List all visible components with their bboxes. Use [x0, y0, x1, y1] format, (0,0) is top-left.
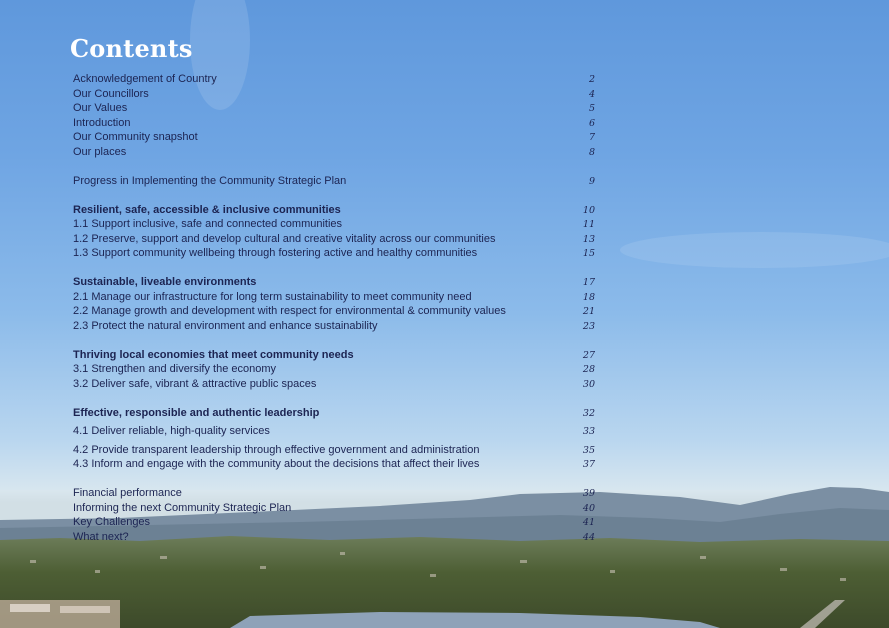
toc-page-number: 5 — [588, 103, 595, 114]
toc-entry-label: 4.1 Deliver reliable, high-quality services — [73, 425, 270, 437]
toc-page-number: 13 — [582, 233, 595, 245]
toc-page-number: 28 — [582, 364, 595, 375]
toc-page-number: 7 — [588, 132, 595, 143]
toc-page-number: 30 — [582, 378, 595, 390]
toc-section-heading-4[interactable] — [73, 407, 595, 422]
toc-page-number: 37 — [582, 459, 595, 470]
toc-entry-label: 2.3 Protect the natural environment and enhance sustainability — [73, 319, 378, 332]
spacer — [73, 473, 595, 488]
toc-page-number: 17 — [582, 277, 595, 288]
toc-page-number: 10 — [582, 204, 595, 216]
toc-page-number: 8 — [588, 146, 595, 158]
toc-entry-label: 3.2 Deliver safe, vibrant & attractive public spaces — [73, 377, 317, 390]
spacer — [73, 334, 595, 349]
toc-page-number: 27 — [582, 349, 595, 361]
toc-entry-1-1[interactable] — [73, 218, 595, 233]
toc-entry-label: 1.3 Support community wellbeing through fostering active and healthy communities — [73, 247, 478, 259]
toc-heading-label: Thriving local economies that meet community needs — [73, 348, 354, 361]
toc-page-number: 32 — [582, 407, 595, 419]
toc-entry-4-2[interactable] — [73, 444, 595, 459]
toc-entry-3-2[interactable] — [73, 378, 595, 393]
toc-heading-label: Sustainable, liveable environments — [73, 276, 257, 288]
toc-page-number: 15 — [582, 248, 595, 259]
toc-entry-label: Our Community snapshot — [73, 131, 198, 143]
toc-page-number: 6 — [588, 117, 595, 129]
toc-heading-label: Effective, responsible and authentic leadership — [73, 406, 320, 419]
toc-entry-progress[interactable] — [73, 175, 595, 190]
toc-page-number: 18 — [582, 291, 595, 303]
toc-entry-what-next[interactable] — [73, 531, 595, 546]
toc-entry-financial-performance[interactable] — [73, 487, 595, 502]
toc-entry-label: Introduction — [73, 116, 131, 129]
toc-entry-label: Our places — [73, 145, 127, 158]
toc-entry-2-1[interactable] — [73, 291, 595, 306]
toc-entry-1-3[interactable] — [73, 247, 595, 262]
page-title: Contents — [70, 34, 193, 63]
spacer — [73, 392, 595, 407]
toc-page-number: 11 — [582, 219, 595, 230]
toc-entry-label: 4.2 Provide transparent leadership through effective government and administration — [73, 443, 480, 456]
toc-section-heading-3[interactable] — [73, 349, 595, 364]
toc-entry-2-2[interactable] — [73, 305, 595, 320]
toc-entry-3-1[interactable] — [73, 363, 595, 378]
toc-entry-label: 4.3 Inform and engage with the community about the decisions that affect their lives — [73, 458, 480, 470]
toc-page-number: 9 — [588, 175, 595, 187]
toc-section-heading-1[interactable] — [73, 204, 595, 219]
toc-page-number: 35 — [582, 444, 595, 456]
toc-entry-2-3[interactable] — [73, 320, 595, 335]
toc-page-number: 39 — [582, 488, 595, 499]
toc-entry-label: Our Values — [73, 102, 128, 114]
table-of-contents — [73, 73, 595, 545]
toc-entry-label: What next? — [73, 530, 129, 543]
toc-heading-label: Resilient, safe, accessible & inclusive communities — [73, 203, 341, 216]
toc-page-number: 44 — [582, 531, 595, 543]
toc-entry-label: 2.2 Manage growth and development with respect for environmental & community values — [73, 305, 506, 317]
toc-entry-label: Our Councillors — [73, 87, 149, 100]
toc-page-number: 21 — [582, 306, 595, 317]
toc-page-number: 40 — [582, 502, 595, 514]
toc-entry-label: Key Challenges — [73, 516, 151, 528]
toc-entry-places[interactable] — [73, 146, 595, 161]
spacer — [73, 160, 595, 175]
toc-entry-1-2[interactable] — [73, 233, 595, 248]
toc-entry-next-plan[interactable] — [73, 502, 595, 517]
toc-entry-label: Informing the next Community Strategic Plan — [73, 501, 292, 514]
toc-entry-label: Acknowledgement of Country — [73, 73, 217, 85]
toc-entry-4-1[interactable] — [73, 425, 595, 440]
toc-section-heading-2[interactable] — [73, 276, 595, 291]
toc-page-number: 23 — [582, 320, 595, 332]
toc-page-number: 4 — [588, 88, 595, 100]
toc-entry-4-3[interactable] — [73, 458, 595, 473]
toc-entry-key-challenges[interactable] — [73, 516, 595, 531]
toc-entry-acknowledgement[interactable] — [73, 73, 595, 88]
spacer — [73, 189, 595, 204]
toc-entry-label: Progress in Implementing the Community Strategic Plan — [73, 174, 347, 187]
toc-entry-label: 1.2 Preserve, support and develop cultural and creative vitality across our communities — [73, 232, 496, 245]
toc-entry-values[interactable] — [73, 102, 595, 117]
spacer — [73, 262, 595, 277]
toc-page-number: 33 — [582, 426, 595, 437]
toc-entry-councillors[interactable] — [73, 88, 595, 103]
toc-page-number: 41 — [582, 517, 595, 528]
toc-entry-introduction[interactable] — [73, 117, 595, 132]
toc-page-number: 2 — [588, 74, 595, 85]
toc-entry-community-snapshot[interactable] — [73, 131, 595, 146]
toc-entry-label: 2.1 Manage our infrastructure for long term sustainability to meet community need — [73, 290, 472, 303]
toc-entry-label: 1.1 Support inclusive, safe and connected communities — [73, 218, 343, 230]
toc-entry-label: Financial performance — [73, 487, 182, 499]
toc-entry-label: 3.1 Strengthen and diversify the economy — [73, 363, 277, 375]
